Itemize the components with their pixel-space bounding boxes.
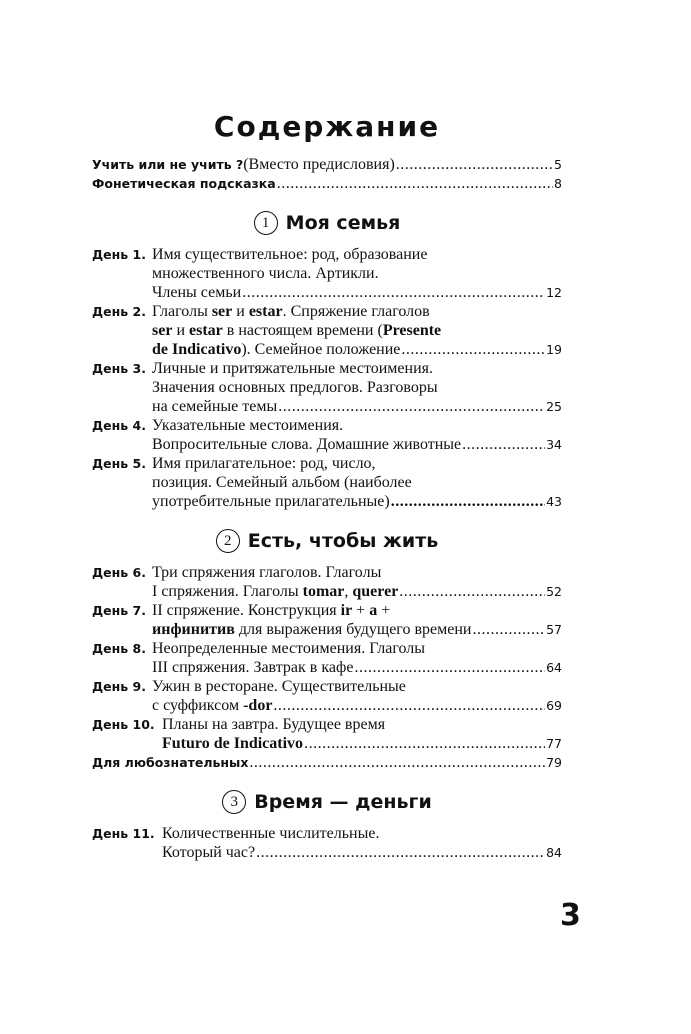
- entry-text: с суффиксом -dor: [152, 697, 273, 714]
- dot-leader: [396, 155, 553, 174]
- entry-page: 52: [546, 584, 562, 599]
- page-number: 3: [560, 898, 581, 933]
- entry-text: Ужин в ресторане. Существительные: [152, 678, 406, 695]
- entry-text: I спряжения. Глаголы tomar, querer: [152, 583, 399, 600]
- chapter-heading-3: [92, 790, 562, 814]
- entry-text: Имя существительное: род, образование: [152, 246, 428, 263]
- day-label: День 5.: [92, 456, 146, 471]
- entry-text: Вопросительные слова. Домашние животные: [152, 436, 462, 453]
- dot-leader: [354, 658, 545, 677]
- entry-text: Имя прилагательное: род, число,: [152, 455, 376, 472]
- day-label: День 7.: [92, 603, 146, 618]
- entry-text: Значения основных предлогов. Разговоры: [152, 379, 438, 396]
- page-title: Содержание: [213, 110, 441, 143]
- entry-text: Глаголы ser и estar. Спряжение глаголов: [152, 303, 430, 320]
- entry-text: инфинитив для выражения будущего времени: [152, 621, 472, 638]
- entry-text: Который час?: [162, 844, 256, 861]
- chapter-heading-1: [92, 211, 562, 235]
- entry-text: Неопределенные местоимения. Глаголы: [152, 640, 426, 657]
- toc-entry-day-10: [92, 715, 562, 753]
- entry-text: множественного числа. Артикли.: [152, 265, 379, 282]
- toc-entry-phonetics: [92, 174, 562, 193]
- toc-entry-day-3: [92, 359, 562, 416]
- chapter-number-circle: 3: [222, 790, 246, 814]
- dot-leader: [391, 492, 545, 511]
- toc-entry-day-5: [92, 454, 562, 511]
- entry-text: Указательные местоимения.: [152, 417, 344, 434]
- entry-text: (Вместо предисловия): [243, 156, 395, 173]
- entry-page: 5: [554, 157, 562, 172]
- toc-entry-day-11: [92, 824, 562, 862]
- dot-leader: [242, 283, 545, 302]
- day-label: День 9.: [92, 679, 146, 694]
- entry-page: 43: [546, 494, 562, 509]
- entry-text: III спряжения. Завтрак в кафе: [152, 659, 354, 676]
- table-of-contents: [92, 110, 562, 862]
- dot-leader: [278, 397, 545, 416]
- dot-leader: [401, 340, 545, 359]
- day-label: День 3.: [92, 361, 146, 376]
- entry-page: 8: [554, 176, 562, 191]
- entry-page: 19: [546, 342, 562, 357]
- dot-leader: [249, 753, 545, 772]
- chapter-title: Моя семья: [285, 212, 401, 234]
- entry-label: Фонетическая подсказка: [92, 176, 276, 191]
- entry-text: II спряжение. Конструкция ir + a +: [152, 602, 391, 619]
- entry-label: Учить или не учить ?: [92, 157, 244, 172]
- entry-text: Количественные числительные.: [162, 825, 380, 842]
- entry-page: 77: [546, 736, 562, 751]
- chapter-heading-2: [92, 529, 562, 553]
- entry-text: позиция. Семейный альбом (наиболее: [152, 474, 412, 491]
- entry-text: Три спряжения глаголов. Глаголы: [152, 564, 382, 581]
- entry-page: 84: [546, 845, 562, 860]
- toc-entry-day-2: [92, 302, 562, 359]
- toc-entry-day-1: [92, 245, 562, 302]
- day-label: День 4.: [92, 418, 146, 433]
- day-label: День 1.: [92, 247, 146, 262]
- toc-entry-day-8: [92, 639, 562, 677]
- entry-text: Личные и притяжательные местоимения.: [152, 360, 434, 377]
- toc-entry-day-4: [92, 416, 562, 454]
- day-label: День 10.: [92, 717, 155, 732]
- entry-text: Futuro de Indicativo: [162, 735, 304, 752]
- toc-entry-extra: [92, 753, 562, 772]
- toc-entry-day-6: [92, 563, 562, 601]
- toc-entry-intro: [92, 155, 562, 174]
- dot-leader: [462, 435, 545, 454]
- entry-text: на семейные темы: [152, 398, 278, 415]
- dot-leader: [472, 620, 545, 639]
- day-label: День 8.: [92, 641, 146, 656]
- entry-text: Планы на завтра. Будущее время: [162, 716, 386, 733]
- entry-page: 79: [546, 755, 562, 770]
- entry-text: Члены семьи: [152, 284, 242, 301]
- dot-leader: [277, 174, 553, 193]
- entry-label: Для любознательных: [92, 755, 249, 770]
- chapter-number-circle: 1: [254, 211, 278, 235]
- day-label: День 2.: [92, 304, 146, 319]
- entry-page: 64: [546, 660, 562, 675]
- entry-page: 57: [546, 622, 562, 637]
- chapter-title: Есть, чтобы жить: [247, 530, 439, 552]
- entry-page: 25: [546, 399, 562, 414]
- dot-leader: [399, 582, 545, 601]
- dot-leader: [256, 843, 545, 862]
- toc-entry-day-7: [92, 601, 562, 639]
- dot-leader: [304, 734, 545, 753]
- entry-text: ser и estar в настоящем времени (Presente: [152, 322, 442, 339]
- day-label: День 11.: [92, 826, 155, 841]
- entry-text: de Indicativo). Семейное положение: [152, 341, 401, 358]
- entry-page: 12: [546, 285, 562, 300]
- day-label: День 6.: [92, 565, 146, 580]
- entry-page: 69: [546, 698, 562, 713]
- dot-leader: [273, 696, 545, 715]
- chapter-title: Время — деньги: [254, 791, 432, 813]
- chapter-number-circle: 2: [216, 529, 240, 553]
- entry-page: 34: [546, 437, 562, 452]
- toc-entry-day-9: [92, 677, 562, 715]
- entry-text: употребительные прилагательные): [152, 493, 390, 510]
